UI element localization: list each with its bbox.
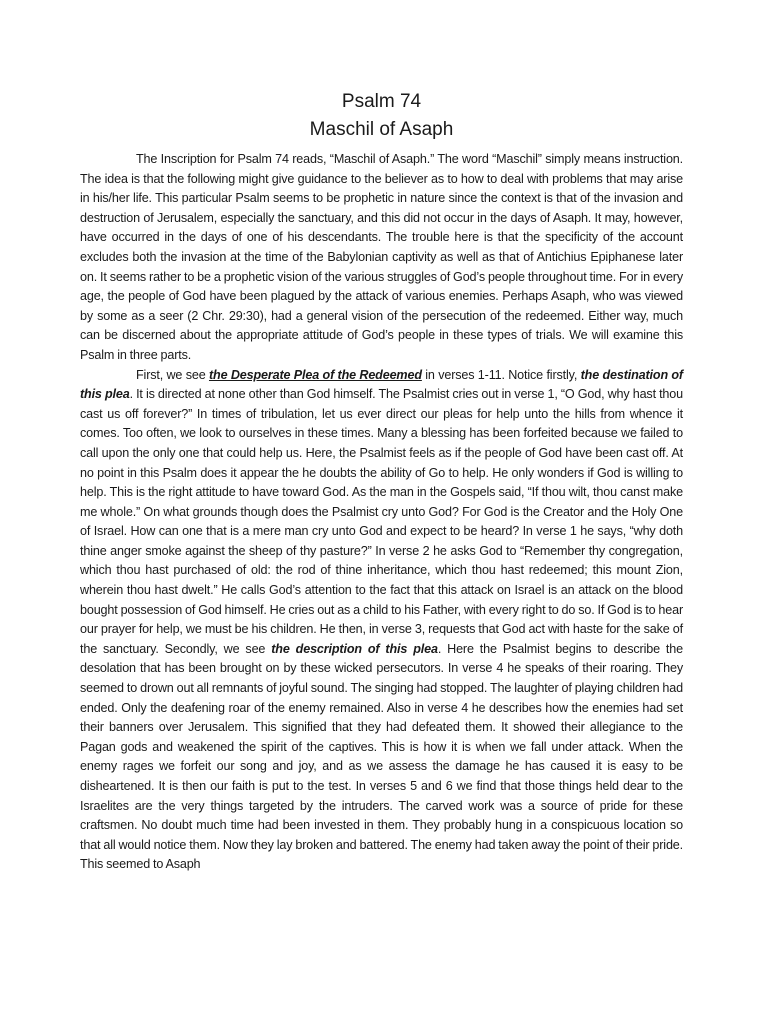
- document-title: Psalm 74: [341, 91, 422, 112]
- subpoint-emphasis: the destination of this plea: [80, 367, 683, 402]
- document-subtitle: Maschil of Asaph: [309, 119, 454, 140]
- paragraph-text: in verses 1-11. Notice firstly,: [421, 367, 581, 382]
- intro-paragraph: The Inscription for Psalm 74 reads, “Maschil of Asaph.” The word “Maschil” simply means instruction. The idea is that the following might give guidance to the believer as to how to deal with problems that may arise in his/her life. This particular Psalm seems to be prophetic in nature since the context is that of the invasion and destruction of Jerusalem, especially the sanctuary, and this did not occur in the days of Asaph. It may, however, have occurred in the days of one of his descendants. The trouble here is that the specificity of the account excludes both the invasion at the time of the Babylonian captivity as well as that of Antichius Epiphanese later on. It seems rather to be a prophetic vision of the various struggles of God’s people throughout time. For in every age, the people of God have been plagued by the attack of various enemies. Perhaps Asaph, who was viewed by some as a seer (2 Chr. 29:30), had a general vision of the persecution of the redeemed. Either way, much can be discerned about the appropriate attitude of God’s people in these types of trials. We will examine this Psalm in three parts.: [80, 152, 683, 362]
- document-body: [80, 88, 683, 875]
- paragraph-text: . Here the Psalmist begins to describe the desolation that has been brought on by these wicked persecutors. In verse 4 he speaks of their roaring. They seemed to drown out all remnants of joyful sound. The singing had stopped. The laughter of playing children had ended. Only the deafening roar of the enemy remained. Also in verse 4 he describes how the enemies had set their banners over Jerusalem. This signified that they had defeated them. It showed their allegiance to the Pagan gods and weakened the spirit of the captives. This is how it is when we fall under attack. When the enemy rages we forfeit our song and joy, and as we assess the damage he has caused it is easy to be disheartened. It is then our faith is put to the test. In verses 5 and 6 we find that those things held dear to the Israelites are the very things targeted by the intruders. The carved work was a source of pride for these craftsmen. No doubt much time had been invested in them. They probably hung in a conspicuous location so that all would notice them. Now they lay broken and battered. The enemy had taken away the point of their pride. This seemed to Asaph: [80, 641, 683, 872]
- paragraph-text: . It is directed at none other than God himself. The Psalmist cries out in verse 1, “O God, why hast thou cast us off forever?” In times of tribulation, let us ever direct our pleas for help unto the hills from whence it comes. Too often, we look to ourselves in these times. Many a blessing has been forfeited because we failed to call upon the only one that could help us. Here, the Psalmist feels as if the people of God have been cast off. At no point in this Psalm does it appear the he doubts the ability of Go to help. He only wonders if God is willing to help. This is the right attitude to have toward God. As the man in the Gospels said, “If thou wilt, thou canst make me whole.” On what grounds though does the Psalmist cry unto God? For God is the Creator and the Holy One of Israel. How can one that is a mere man cry unto God and expect to be heard? In verse 1 he says, “why doth thine anger smoke against the sheep of thy pasture?” In verse 2 he asks God to “Remember thy congregation, which thou hast purchased of old: the rod of thine inheritance, which thou hast redeemed; this mount Zion, wherein thou hast dwelt.” He calls God’s attention to the fact that this attack on Israel is an attack on the blood bought possession of God himself. He cries out as a child to his Father, with every right to do so. If God is to hear our prayer for help, we must be his children. He then, in verse 3, requests that God act with haste for the sake of the sanctuary. Secondly, we see: [80, 387, 683, 656]
- section-heading-emphasis: the Desperate Plea of the Redeemed: [208, 367, 422, 382]
- paragraph-text: First, we see: [136, 367, 209, 382]
- section-one-paragraph: [80, 366, 683, 875]
- subpoint-emphasis: the description of this plea: [271, 641, 438, 656]
